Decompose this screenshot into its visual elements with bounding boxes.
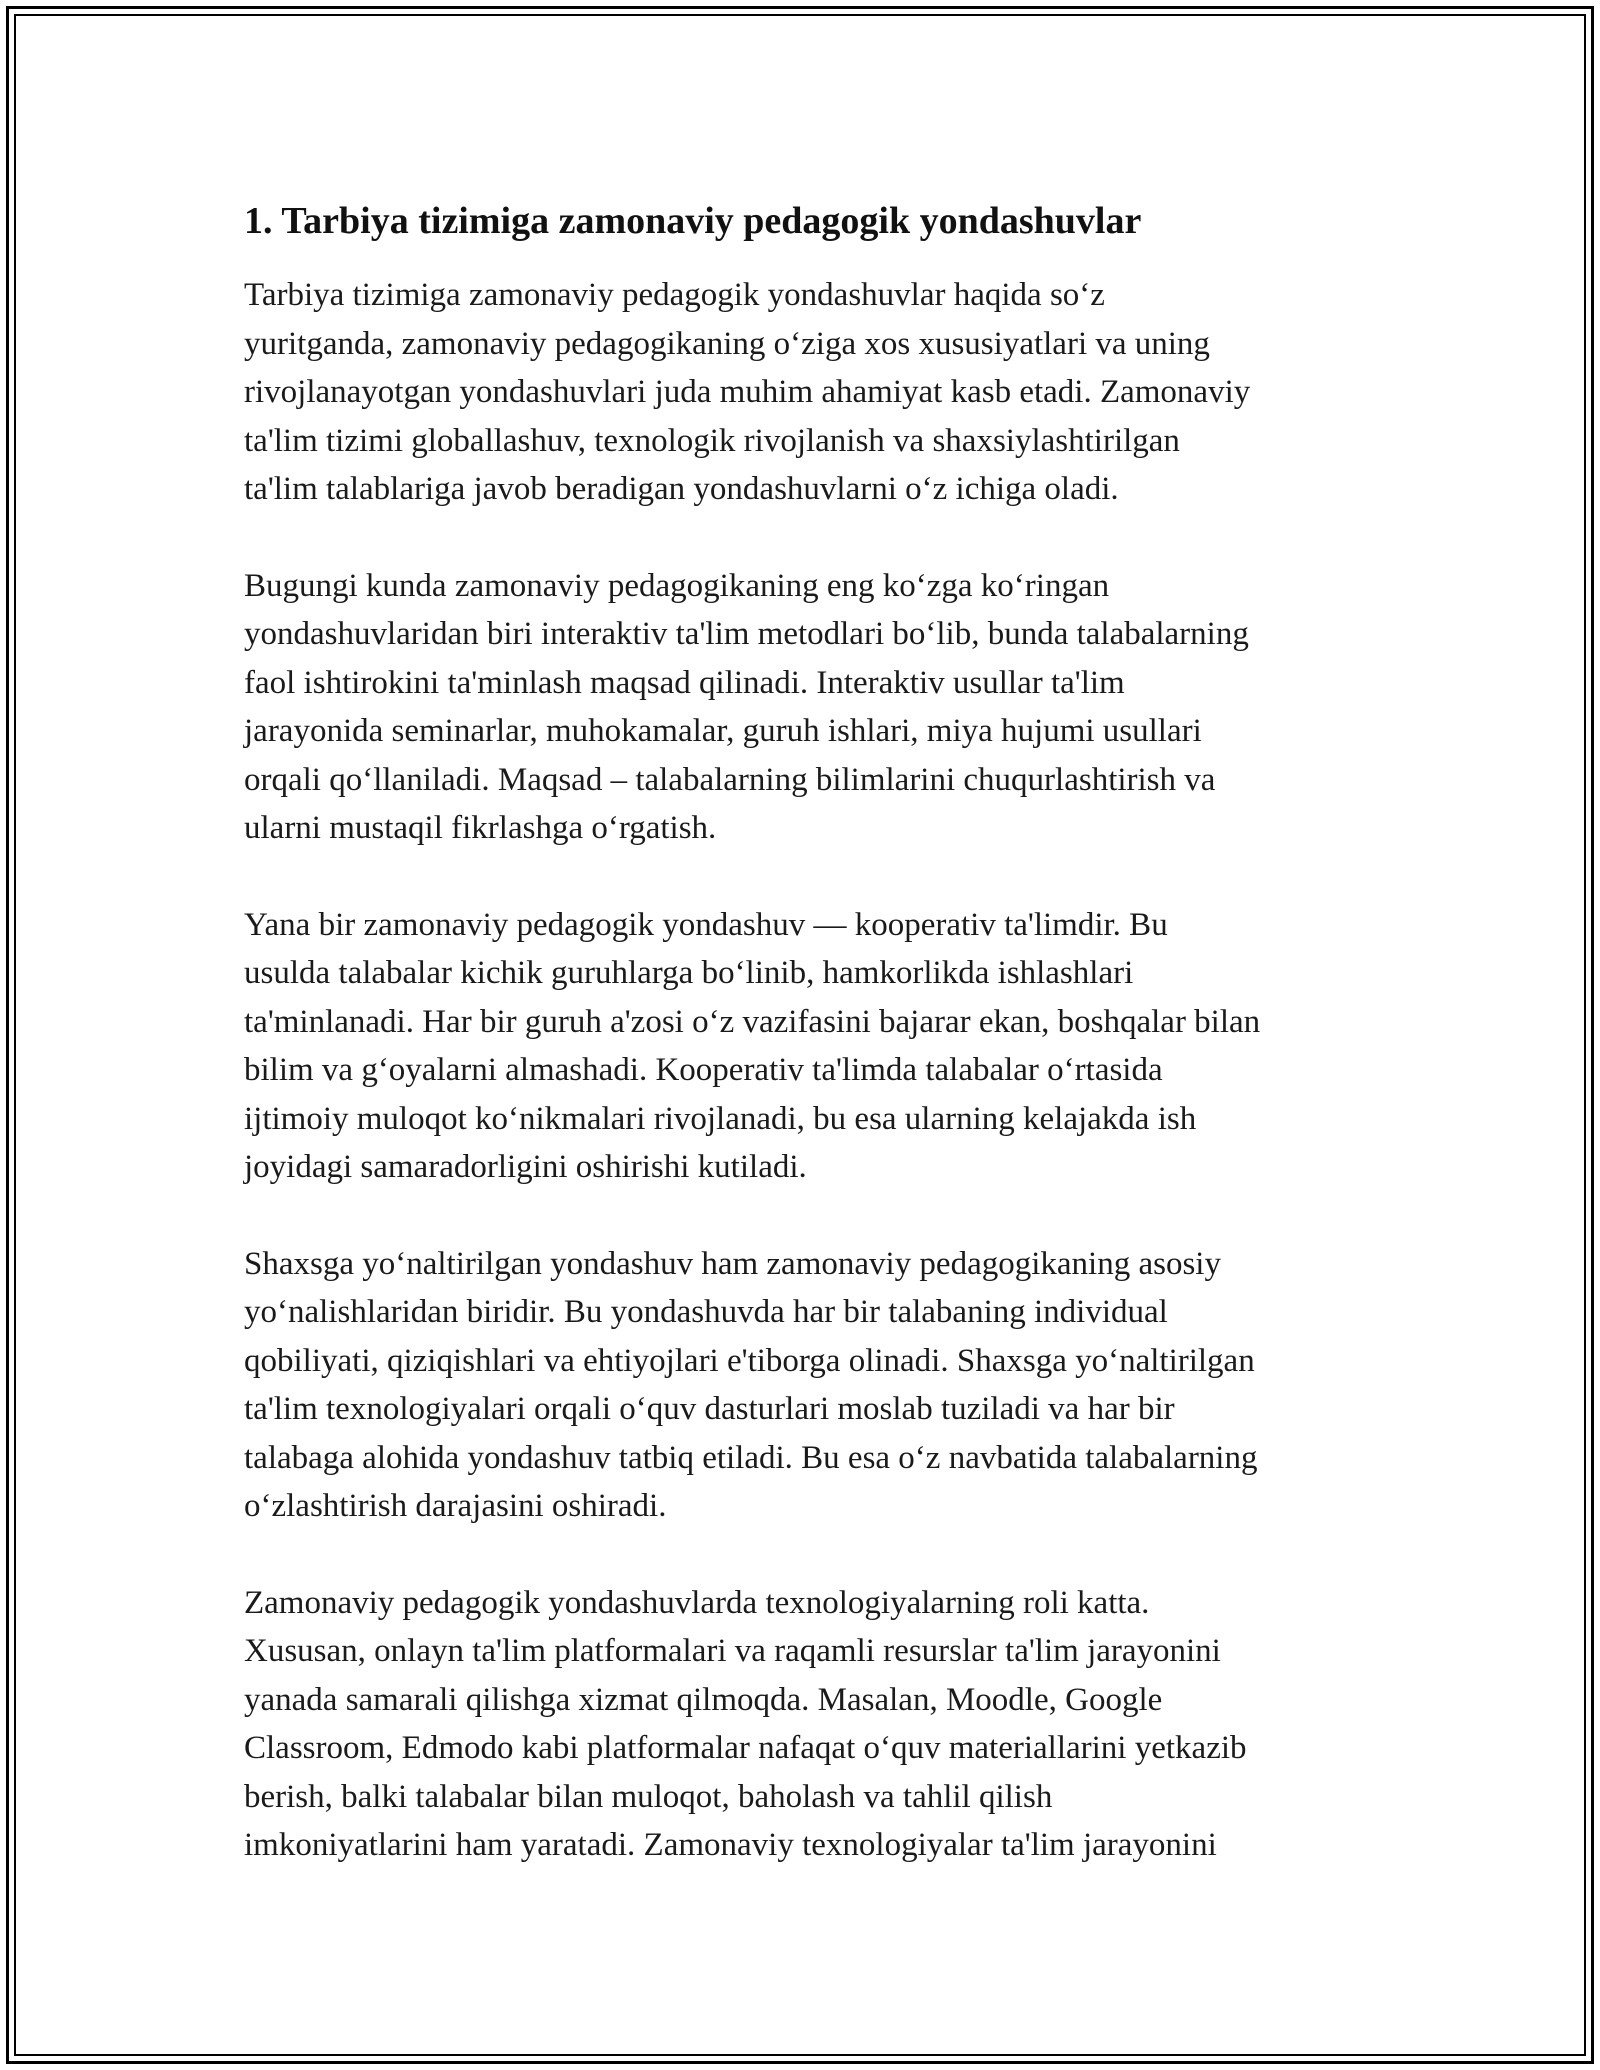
text-line: Xususan, onlayn ta'lim platformalari va raqamli resurslar ta'lim jarayonini [244, 1633, 1221, 1669]
section-heading: 1. Tarbiya tizimiga zamonaviy pedagogik yondashuvlar [244, 200, 1142, 242]
text-line: berish, balki talabalar bilan muloqot, baholash va tahlil qilish [244, 1778, 1053, 1815]
text-line: yanada samarali qilishga xizmat qilmoqda. Masalan, Moodle, Google [244, 1681, 1163, 1718]
text-line: imkoniyatlarini ham yaratadi. Zamonaviy texnologiyalar ta'lim jarayonini [244, 1827, 1217, 1863]
text-line: Bugungi kunda zamonaviy pedagogikaning eng ko‘zga ko‘ringan [244, 567, 1110, 604]
text-line: yo‘nalishlaridan biridir. Bu yondashuvda har bir talabaning individual [244, 1294, 1168, 1330]
text-line: rivojlanayotgan yondashuvlari juda muhim ahamiyat kasb etadi. Zamonaviy [244, 374, 1251, 410]
paragraph-3 [244, 901, 1384, 1192]
text-line: Shaxsga yo‘naltirilgan yondashuv ham zamonaviy pedagogikaning asosiy [244, 1245, 1221, 1282]
paragraph-5 [244, 1579, 1384, 1870]
text-line: yuritganda, zamonaviy pedagogikaning o‘ziga xos xususiyatlari va uning [244, 325, 1210, 362]
text-line: ta'lim texnologiyalari orqali o‘quv dasturlari moslab tuziladi va har bir [244, 1391, 1175, 1427]
text-line: joyidagi samaradorligini oshirishi kutiladi. [244, 1149, 807, 1185]
paragraph-2 [244, 562, 1384, 853]
text-line: ularni mustaqil fikrlashga o‘rgatish. [244, 810, 717, 846]
text-line: talabaga alohida yondashuv tatbiq etiladi. Bu esa o‘z navbatida talabalarning [244, 1439, 1258, 1476]
text-line: ijtimoiy muloqot ko‘nikmalari rivojlanadi, bu esa ularning kelajakda ish [244, 1100, 1197, 1137]
text-line: qobiliyati, qiziqishlari va ehtiyojlari e'tiborga olinadi. Shaxsga yo‘naltirilgan [244, 1342, 1255, 1379]
text-line: Tarbiya tizimiga zamonaviy pedagogik yondashuvlar haqida so‘z [244, 277, 1105, 313]
text-line: Yana bir zamonaviy pedagogik yondashuv — kooperativ ta'limdir. Bu [244, 906, 1168, 943]
text-line: usulda talabalar kichik guruhlarga bo‘linib, hamkorlikda ishlashlari [244, 955, 1134, 991]
text-line: yondashuvlaridan biri interaktiv ta'lim metodlari bo‘lib, bunda talabalarning [244, 616, 1249, 652]
text-line: faol ishtirokini ta'minlash maqsad qilinadi. Interaktiv usullar ta'lim [244, 664, 1125, 701]
text-line: ta'minlanadi. Har bir guruh a'zosi o‘z vazifasini bajarar ekan, boshqalar bilan [244, 1003, 1261, 1040]
text-line: orqali qo‘llaniladi. Maqsad – talabalarning bilimlarini chuqurlashtirish va [244, 761, 1216, 798]
paragraph-1 [244, 271, 1384, 514]
text-line: ta'lim tizimi globallashuv, texnologik rivojlanish va shaxsiylashtirilgan [244, 422, 1180, 459]
document-body [244, 197, 1384, 1918]
text-line: bilim va g‘oyalarni almashadi. Kooperativ ta'limda talabalar o‘rtasida [244, 1052, 1163, 1088]
page-border [6, 6, 1594, 2064]
text-line: ta'lim talablariga javob beradigan yondashuvlarni o‘z ichiga oladi. [244, 471, 1119, 507]
text-line: jarayonida seminarlar, muhokamalar, guruh ishlari, miya hujumi usullari [244, 713, 1202, 749]
text-line: o‘zlashtirish darajasini oshiradi. [244, 1488, 667, 1524]
paragraph-4 [244, 1240, 1384, 1531]
text-line: Classroom, Edmodo kabi platformalar nafaqat o‘quv materiallarini yetkazib [244, 1730, 1247, 1766]
text-line: Zamonaviy pedagogik yondashuvlarda texnologiyalarning roli katta. [244, 1584, 1150, 1621]
